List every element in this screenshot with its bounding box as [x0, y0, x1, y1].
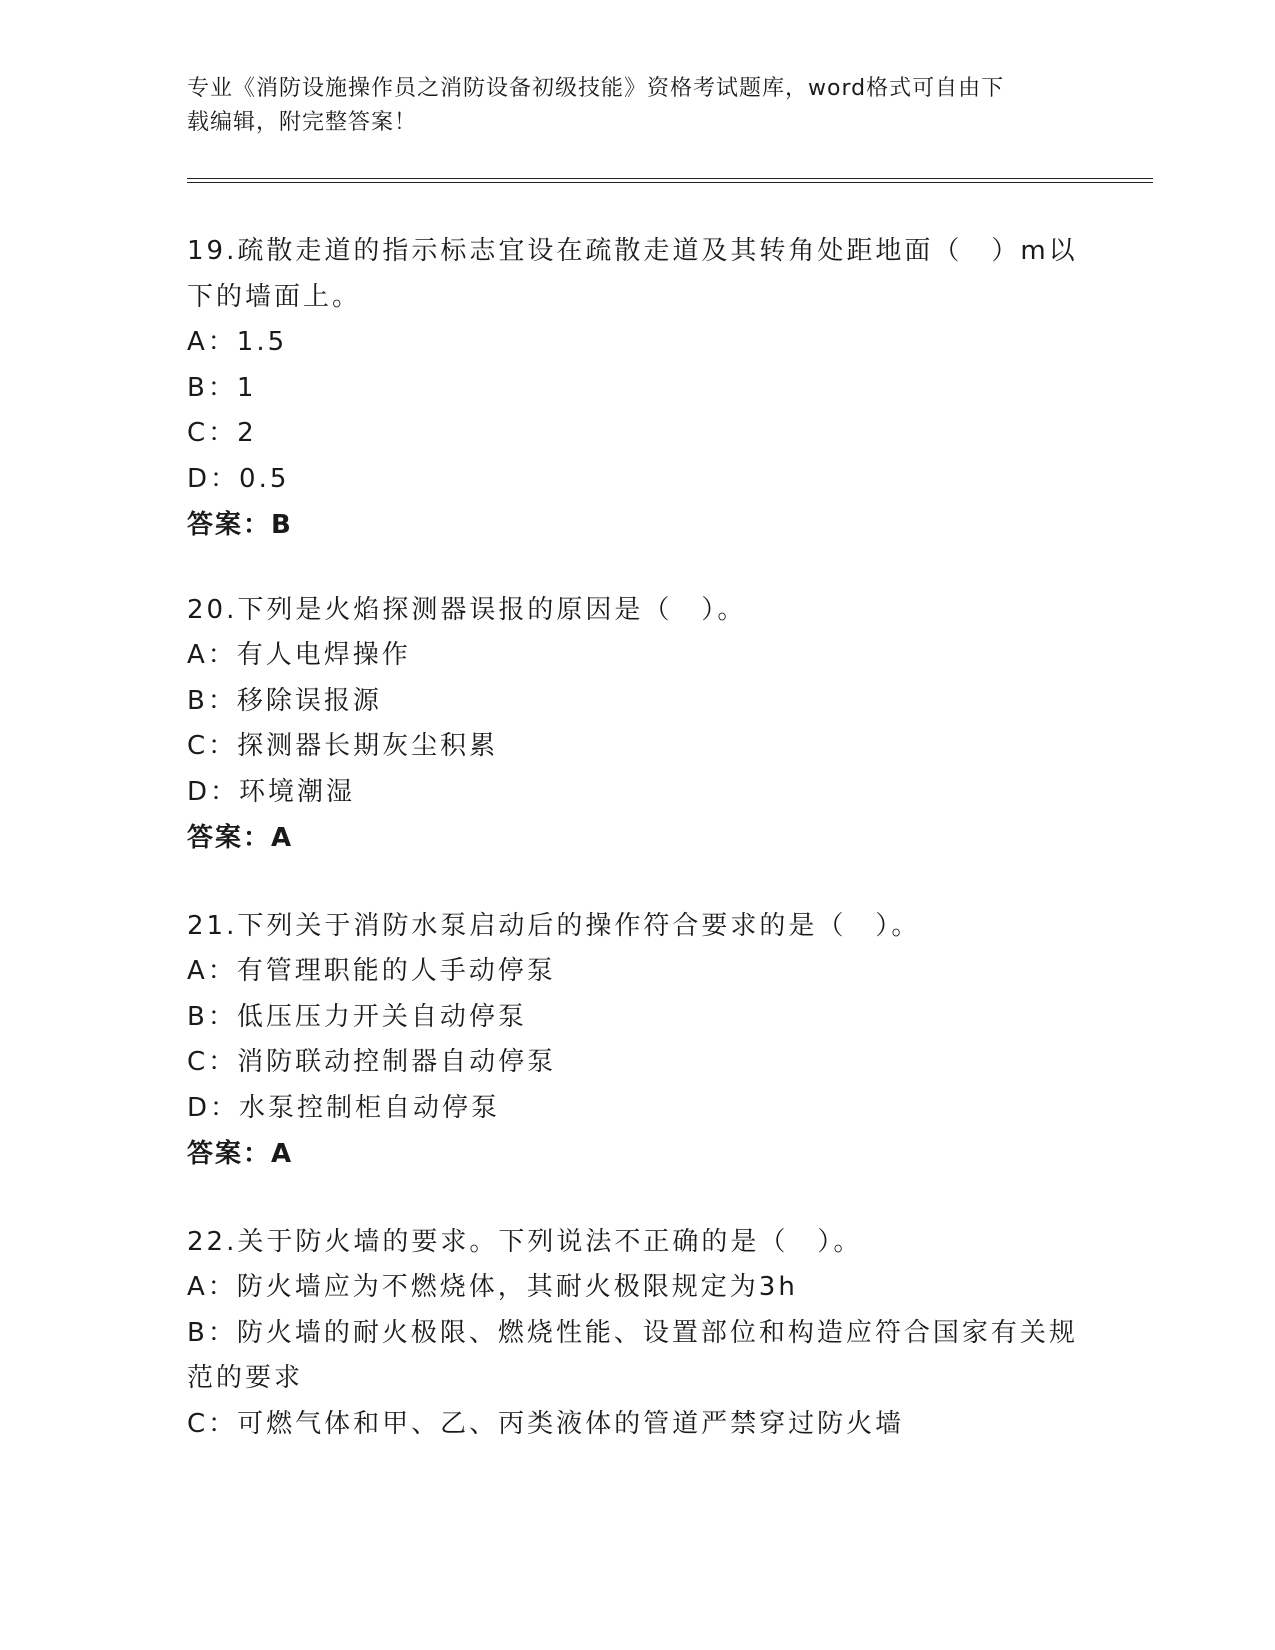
- question-stem: 20.下列是火焰探测器误报的原因是（ ）。: [187, 595, 747, 625]
- header-line-2: 载编辑，附完整答案！: [187, 110, 418, 135]
- question-21: [187, 903, 1087, 1177]
- option-d: D：水泵控制柜自动停泵: [187, 1092, 501, 1123]
- option-a: A：防火墙应为不燃烧体，其耐火极限规定为3h: [187, 1272, 798, 1302]
- option-d: D：0.5: [187, 463, 290, 494]
- document-header: [187, 72, 1067, 140]
- option-d: D：环境潮湿: [187, 776, 356, 807]
- question-stem-continued: 下的墙面上。: [187, 282, 362, 312]
- question-19: [187, 228, 1087, 548]
- option-b-continued: 范的要求: [187, 1363, 304, 1393]
- option-c: C：消防联动控制器自动停泵: [187, 1047, 557, 1077]
- header-divider-top: [187, 178, 1153, 179]
- question-20: [187, 587, 1087, 861]
- answer: 答案：B: [187, 510, 293, 540]
- header-divider-bottom: [187, 182, 1153, 183]
- option-b: B：防火墙的耐火极限、燃烧性能、设置部位和构造应符合国家有关规: [187, 1317, 1078, 1348]
- option-c: C：探测器长期灰尘积累: [187, 731, 499, 761]
- answer: 答案：A: [187, 823, 294, 853]
- option-a: A：有管理职能的人手动停泵: [187, 956, 556, 986]
- option-b: B：移除误报源: [187, 685, 382, 716]
- option-a: A：有人电焊操作: [187, 640, 411, 670]
- option-c: C：可燃气体和甲、乙、丙类液体的管道严禁穿过防火墙: [187, 1408, 905, 1439]
- question-stem: 19.疏散走道的指示标志宜设在疏散走道及其转角处距地面（ ）m以: [187, 236, 1078, 266]
- option-b: B：1: [187, 372, 257, 403]
- header-line-1: 专业《消防设施操作员之消防设备初级技能》资格考试题库，word格式可自由下: [187, 76, 1005, 101]
- question-stem: 21.下列关于消防水泵启动后的操作符合要求的是（ ）。: [187, 911, 921, 941]
- option-c: C：2: [187, 418, 257, 448]
- question-22: [187, 1219, 1087, 1447]
- option-b: B：低压压力开关自动停泵: [187, 1001, 527, 1032]
- question-stem: 22.关于防火墙的要求。下列说法不正确的是（ ）。: [187, 1227, 863, 1257]
- option-a: A：1.5: [187, 327, 288, 357]
- answer: 答案：A: [187, 1139, 294, 1169]
